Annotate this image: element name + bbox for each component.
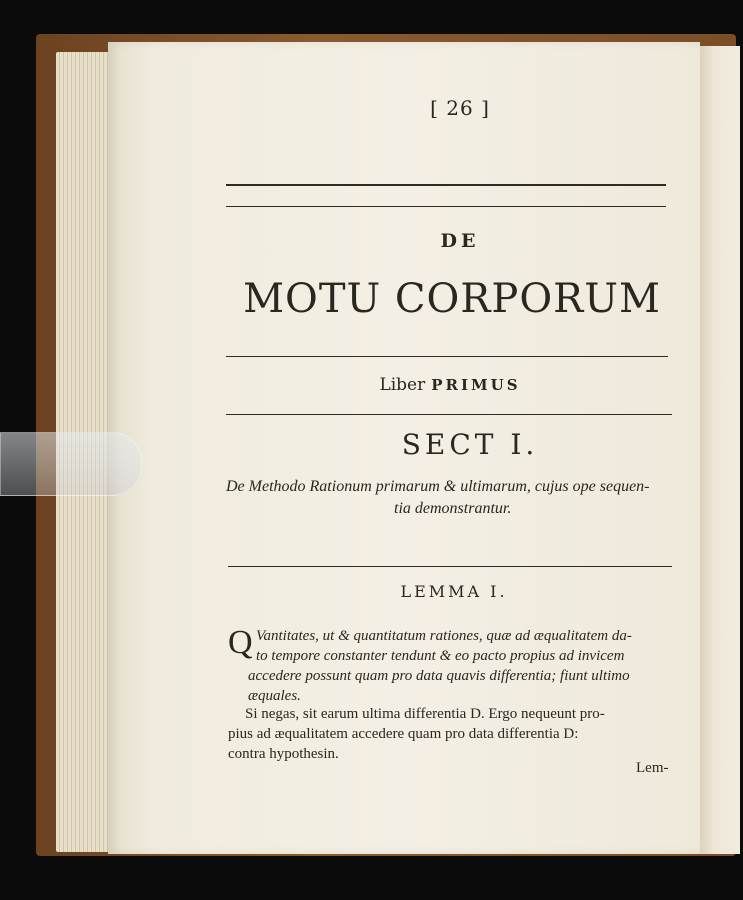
lemma-line: accedere possunt quam pro data quavis differentia; fiunt ultimo (248, 668, 630, 684)
proof-line: Si negas, sit earum ultima differentia D. Ergo nequeunt pro- (245, 706, 605, 722)
lemma-line: æquales. (248, 688, 301, 704)
header-rule-bottom (226, 206, 666, 207)
header-rule-top (226, 184, 666, 186)
catchword: Lem- (636, 760, 669, 776)
section-subtitle-line-1: De Methodo Rationum primarum & ultimarum, cujus ope sequen- (226, 478, 650, 495)
title-rule-2 (226, 414, 672, 415)
section-heading: SECT I. (401, 428, 539, 461)
lemma-line: to tempore constanter tendunt & eo pacto propius ad invicem (256, 648, 625, 664)
proof-line: pius ad æqualitatem accedere quam pro data differentia D: (228, 726, 579, 742)
main-title: MOTU CORPORUM (243, 276, 661, 322)
title-de: DE (440, 230, 480, 252)
proof-line: contra hypothesin. (228, 746, 339, 762)
section-rule (228, 566, 672, 567)
book-label (340, 375, 560, 395)
section-subtitle-line-2: tia demonstrantur. (394, 500, 512, 517)
title-rule-1 (226, 356, 668, 357)
primus-word: PRIMUS (431, 376, 521, 394)
facing-page-edge (698, 46, 740, 854)
lemma-heading: LEMMA I. (400, 582, 508, 601)
lemma-dropcap: Q (228, 624, 253, 661)
plastic-page-clip (0, 432, 142, 496)
lemma-line: Vantitates, ut & quantitatum rationes, quæ ad æqualitatem da- (256, 628, 632, 644)
page-number: [ 26 ] (430, 96, 490, 120)
liber-word: Liber (379, 375, 426, 395)
